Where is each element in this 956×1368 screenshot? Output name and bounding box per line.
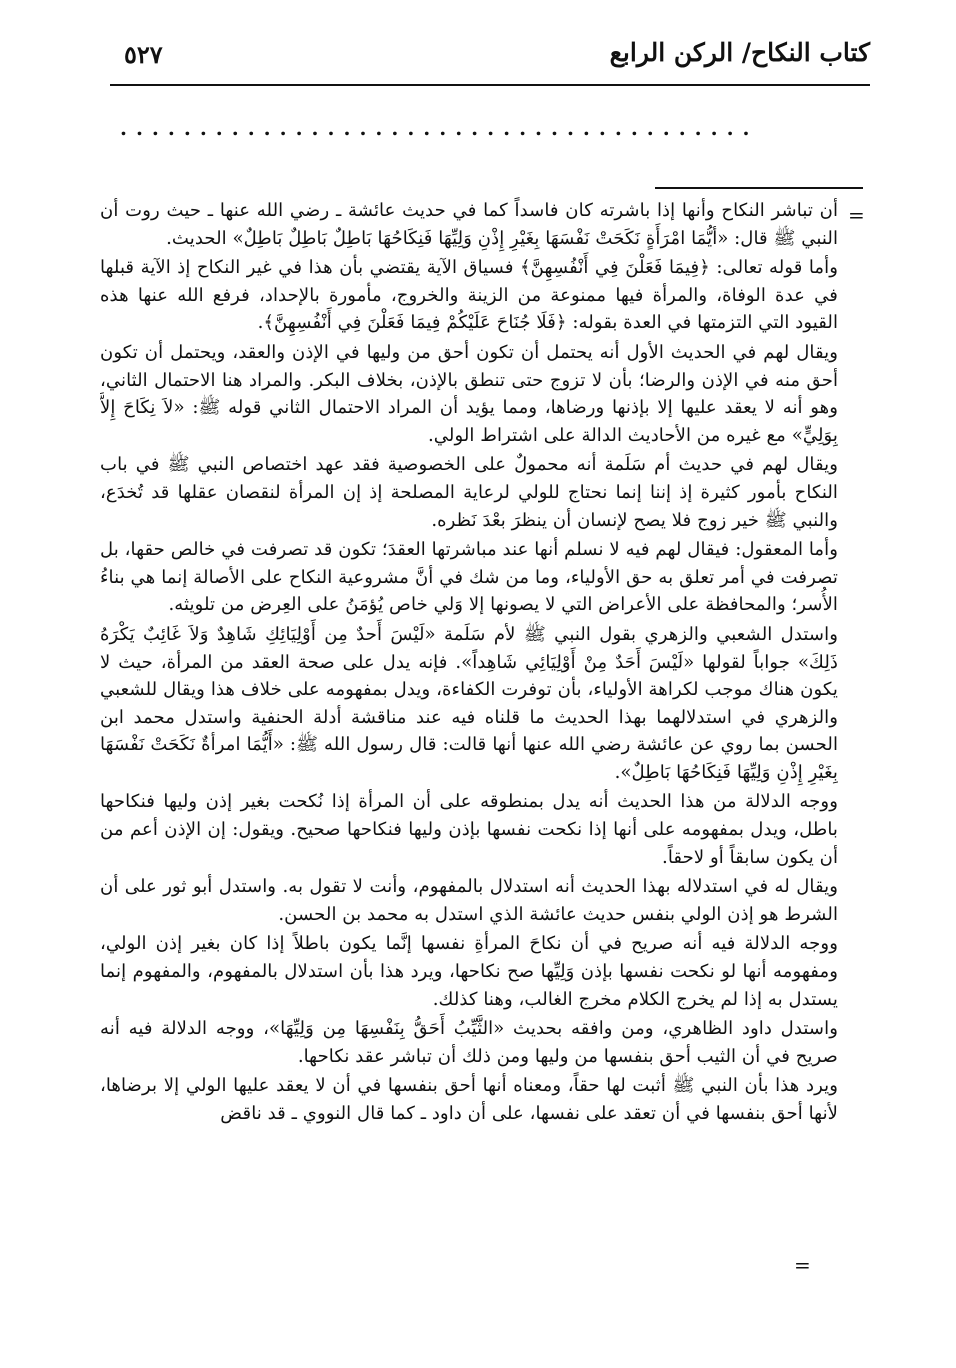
- footnote-rule: [655, 187, 863, 189]
- page-number: ٥٢٧: [124, 40, 163, 69]
- running-title: كتاب النكاح/ الركن الرابع: [609, 38, 870, 67]
- paragraph: وأما المعقول: فيقال لهم فيه لا نسلم أنها عند مباشرتها العقدَ؛ تكون قد تصرفت في خالص حقها، بل تصرفت في أمر تعلق به حق الأولياء، وما من شك في أنَّ مشروعية النكاح على الأصالة إنما هي بناءُ الأُسر؛ والمحافظة على الأعراض التي لا يصونها إلا وَلي خاص يُؤمَنُ على العِرض من تلويثه.: [100, 539, 838, 616]
- page-header: [110, 38, 870, 82]
- paragraph: أن تباشر النكاح وأنها إذا باشرته كان فاسداً كما في حديث عائشة ـ رضي الله عنها ـ حيث روت أن النبي ﷺ قال: «أيُّمَا امْرَأَةٍ نَكَحَتْ نَفْسَهَا بِغَيْرِ إِذْنِ وَلِيِّهَا فَنِكَاحُهَا بَاطِلٌ بَاطِلٌ بَاطِلٌ» الحديث.: [100, 200, 838, 249]
- header-rule: [110, 84, 870, 86]
- paragraph: ويرد هذا بأن النبي ﷺ أثبت لها حقاً، ومعناه أنها أحق بنفسها في أن لا يعقد عليها الولي إلا برضاها، لأنها أحق بنفسها في أن تعقد على نفسها، على أن داود ـ كما قال النووي ـ قد ناقض: [100, 1075, 838, 1124]
- paragraph: واستدل داود الظاهري، ومن وافقه بحديث «الثَّيِّبُ أَحَقُّ بِنَفْسِهَا مِن وَلِيِّهَا»، ووجه الدلالة فيه أنه صريح في أن الثيب أحق بنفسها من وليها ومن ذلك أن تباشر عقد نكاحها.: [100, 1018, 838, 1067]
- paragraph: ووجه الدلالة من هذا الحديث أنه يدل بمنطوقه على أن المرأة إذا نُكحت بغير إذن وليها فنكاحها باطل، ويدل بمفهومه على أنها إذا نكحت نفسها بإذن وليها فنكاحها صحيح. ويقول: إن الإذن أعم من أن يكون سابقاً أو لاحقاً.: [100, 791, 838, 868]
- footnote-body: [100, 197, 838, 1327]
- paragraph: ويقال له في استدلاله بهذا الحديث أنه استدلال بالمفهوم، وأنت لا تقول به. واستدل أبو ثور على أن الشرط هو إذن الولي بنفس حديث عائشة الذي استدل به محمد بن الحسن.: [100, 876, 838, 925]
- continuation-marker-bottom: =: [794, 1253, 811, 1277]
- paragraph: ووجه الدلالة فيه أنه صريح في أن نكاحَ المرأةِ نفسها إنَّما يكون باطلاً إذا كان بغير إذن الولي، ومفهومه أنها لو نكحت نفسها بإذن وَلِيِّها صح نكاحها، ويرد هذا بأن استدلال بالمفهوم، والمفهوم إنما يستدل به إذا لم يخرج الكلام مخرج الغالب، وهنا كذلك.: [100, 933, 838, 1010]
- dotted-separator: ........................................: [120, 118, 759, 138]
- paragraph: ويقال لهم في الحديث الأول أنه يحتمل أن تكون أحق من وليها في الإذن والعقد، ويحتمل أن تكون أحق منه في الإذن والرضا؛ بأن لا تزوج حتى تنطق بالإذن، بخلاف البكر. والمراد هنا الاحتمال الثاني، وهو أنه لا يعقد عليها إلا بإذنها ورضاها، ومما يؤيد أن المراد الاحتمال الثاني قوله ﷺ: «لاَ نِكَاحَ إِلاَّ بِوَلِيٍّ» مع غيره من الأحاديث الدالة على اشتراط الولي.: [100, 341, 838, 446]
- paragraph: ويقال لهم في حديث أم سَلَمة أنه محمولٌ على الخصوصية فقد عهد اختصاص النبي ﷺ في باب النكاح بأمور كثيرة إذ إننا إنما نحتاج للولي لرعاية المصلحة إذ إن المرأة لنقصان عقلها قد تُخدَع، والنبي ﷺ خير زوج فلا يصح لإنسان أن ينظرَ بعْدَ نَظره.: [100, 454, 838, 531]
- paragraph: واستدل الشعبي والزهري بقول النبي ﷺ لأم سَلَمة «لَيْسَ أَحدٌ مِن أَوْلِيَائِكِ شَاهِدٌ وَلاَ غَائِبٌ يَكْرَهُ ذَلِكَ» جواباً لقولها «لَيْسَ أَحَدٌ مِنْ أَوْلِيَائِي شَاهِداً». فإنه يدل على صحة العقد من المرأة، حيث لا يكون هناك موجب لكراهة الأولياء، بأن توفرت الكفاءة، ويدل بمفهومه على خلاف هذا ويقال للشعبي والزهري في استدلالهما بهذا الحديث ما قلناه فيه عند مناقشة أدلة الحنفية واستدل محمد ابن الحسن بما روي عن عائشة رضي الله عنها أنها قالت: قال رسول الله ﷺ: «أَيُّمَا امرأةٌ نَكَحَتْ نَفْسَهَا بِغَيْرِ إِذْنِ وَلِيِّهَا فَنِكَاحُهَا بَاطِلٌ».: [100, 623, 838, 783]
- continuation-marker-top: =: [848, 203, 865, 227]
- paragraph: وأما قوله تعالى: ﴿فِيمَا فَعَلْنَ فِي أَنْفُسِهِنَّ﴾ فسياق الآية يقتضي بأن هذا في غير النكاح إذ الآية قبلها في عدة الوفاة، والمرأة فيها ممنوعة من الزينة والخروج، مأمورة بالإحداد، فرفع الله عنها هذه القيود التي التزمتها في العدة بقوله: ﴿فَلَا جُنَاحَ عَلَيْكُمْ فِيمَا فَعَلْنَ فِي أَنْفُسِهِنَّ﴾.: [100, 257, 838, 334]
